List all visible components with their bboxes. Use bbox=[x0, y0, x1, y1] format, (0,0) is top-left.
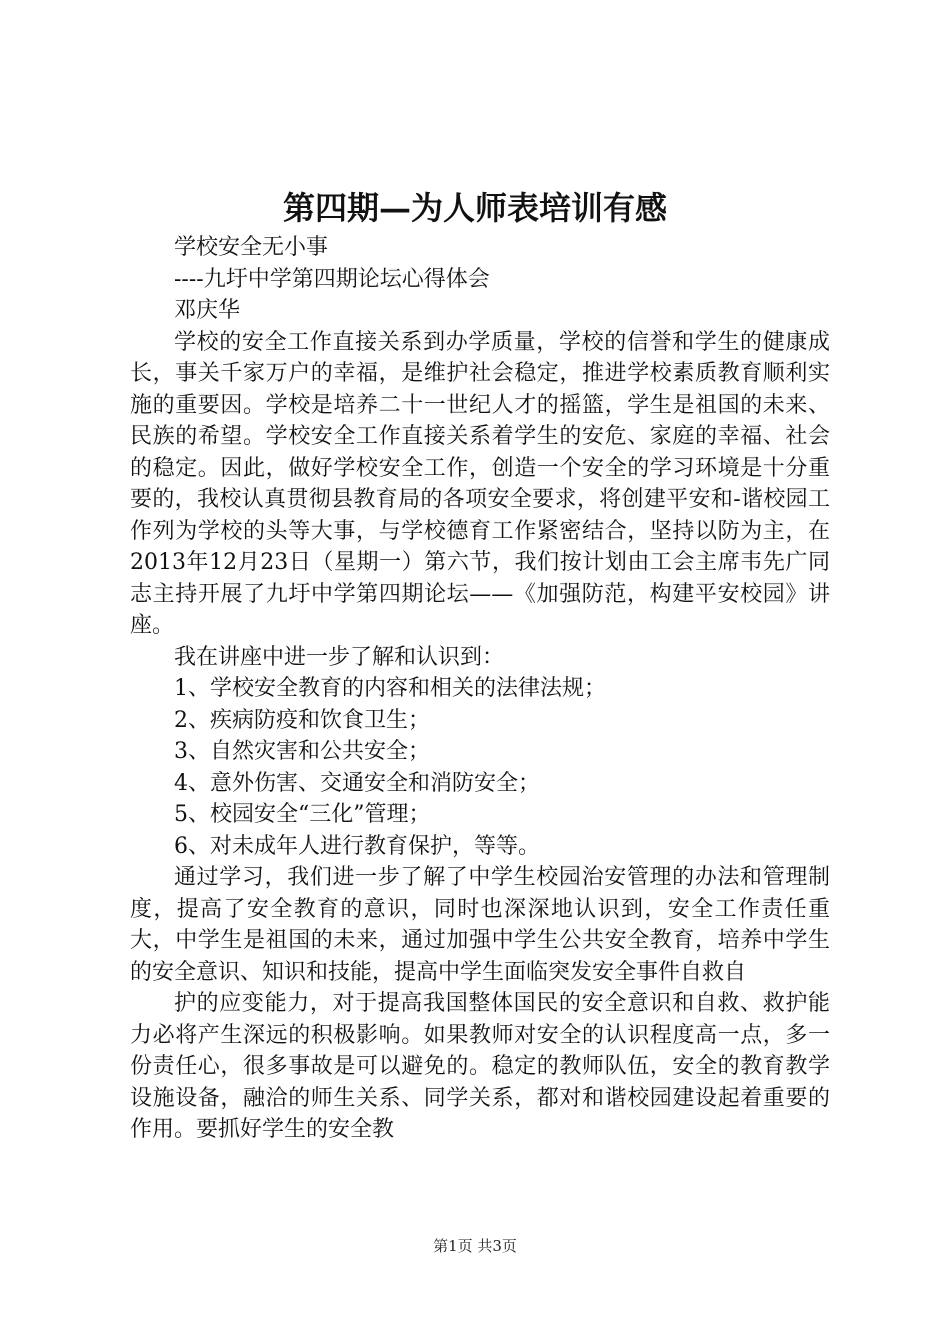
document-title: 第四期—为人师表培训有感 bbox=[282, 189, 667, 227]
author-line: 邓庆华 bbox=[174, 298, 241, 323]
paragraph: 我在讲座中进一步了解和认识到： bbox=[174, 644, 505, 670]
subtitle-line: ----九圩中学第四期论坛心得体会 bbox=[174, 266, 490, 292]
list-item: 4、意外伤害、交通安全和消防安全； bbox=[174, 770, 540, 796]
page-footer: 第1页 共3页 bbox=[433, 1237, 517, 1255]
list-item: 6、对未成年人进行教育保护，等等。 bbox=[174, 833, 540, 859]
subtitle-line: 学校安全无小事 bbox=[174, 235, 329, 260]
list-item: 3、自然灾害和公共安全； bbox=[174, 739, 430, 764]
paragraph: 学校的安全工作直接关系到办学质量，学校的信誉和学生的健康成长，事关千家万户的幸福，是维护社会稳定，推进学校素质教育顺利实施的重要因。学校是培养二十一世纪人才的摇篮，学生是祖国的未来、民族的希望。学校安全工作直接关系着学生的安危、家庭的幸福、社会的稳定。因此，做好学校安全工作，创造一个安全的学习环境是十分重要的，我校认真贯彻县教育局的各项安全要求，将创建平安和-谐校园工作列为学校的头等大事，与学校德育工作紧密结合，坚持以防为主，在2013年12月23日（星期一）第六节，我们按计划由工会主席韦先广同志主持开展了九圩中学第四期论坛——《加强防范，构建平安校园》讲座。 bbox=[130, 329, 830, 638]
list-item: 2、疾病防疫和饮食卫生； bbox=[174, 707, 430, 733]
paragraph: 通过学习，我们进一步了解了中学生校园治安管理的办法和管理制度，提高了安全教育的意识，同时也深深地认识到，安全工作责任重大，中学生是祖国的未来，通过加强中学生公共安全教育，培养中学生的安全意识、知识和技能，提高中学生面临突发安全事件自救自 bbox=[130, 865, 830, 985]
document-body bbox=[130, 232, 830, 1146]
list-item: 1、学校安全教育的内容和相关的法律法规； bbox=[174, 676, 606, 701]
list-item: 5、校园安全“三化”管理； bbox=[174, 802, 431, 827]
paragraph: 护的应变能力，对于提高我国整体国民的安全意识和自救、救护能力必将产生深远的积极影响。如果教师对安全的认识程度高一点，多一份责任心，很多事故是可以避免的。稳定的教师队伍，安全的教育教学设施设备，融洽的师生关系、同学关系，都对和谐校园建设起着重要的作用。要抓好学生的安全教 bbox=[130, 991, 830, 1142]
